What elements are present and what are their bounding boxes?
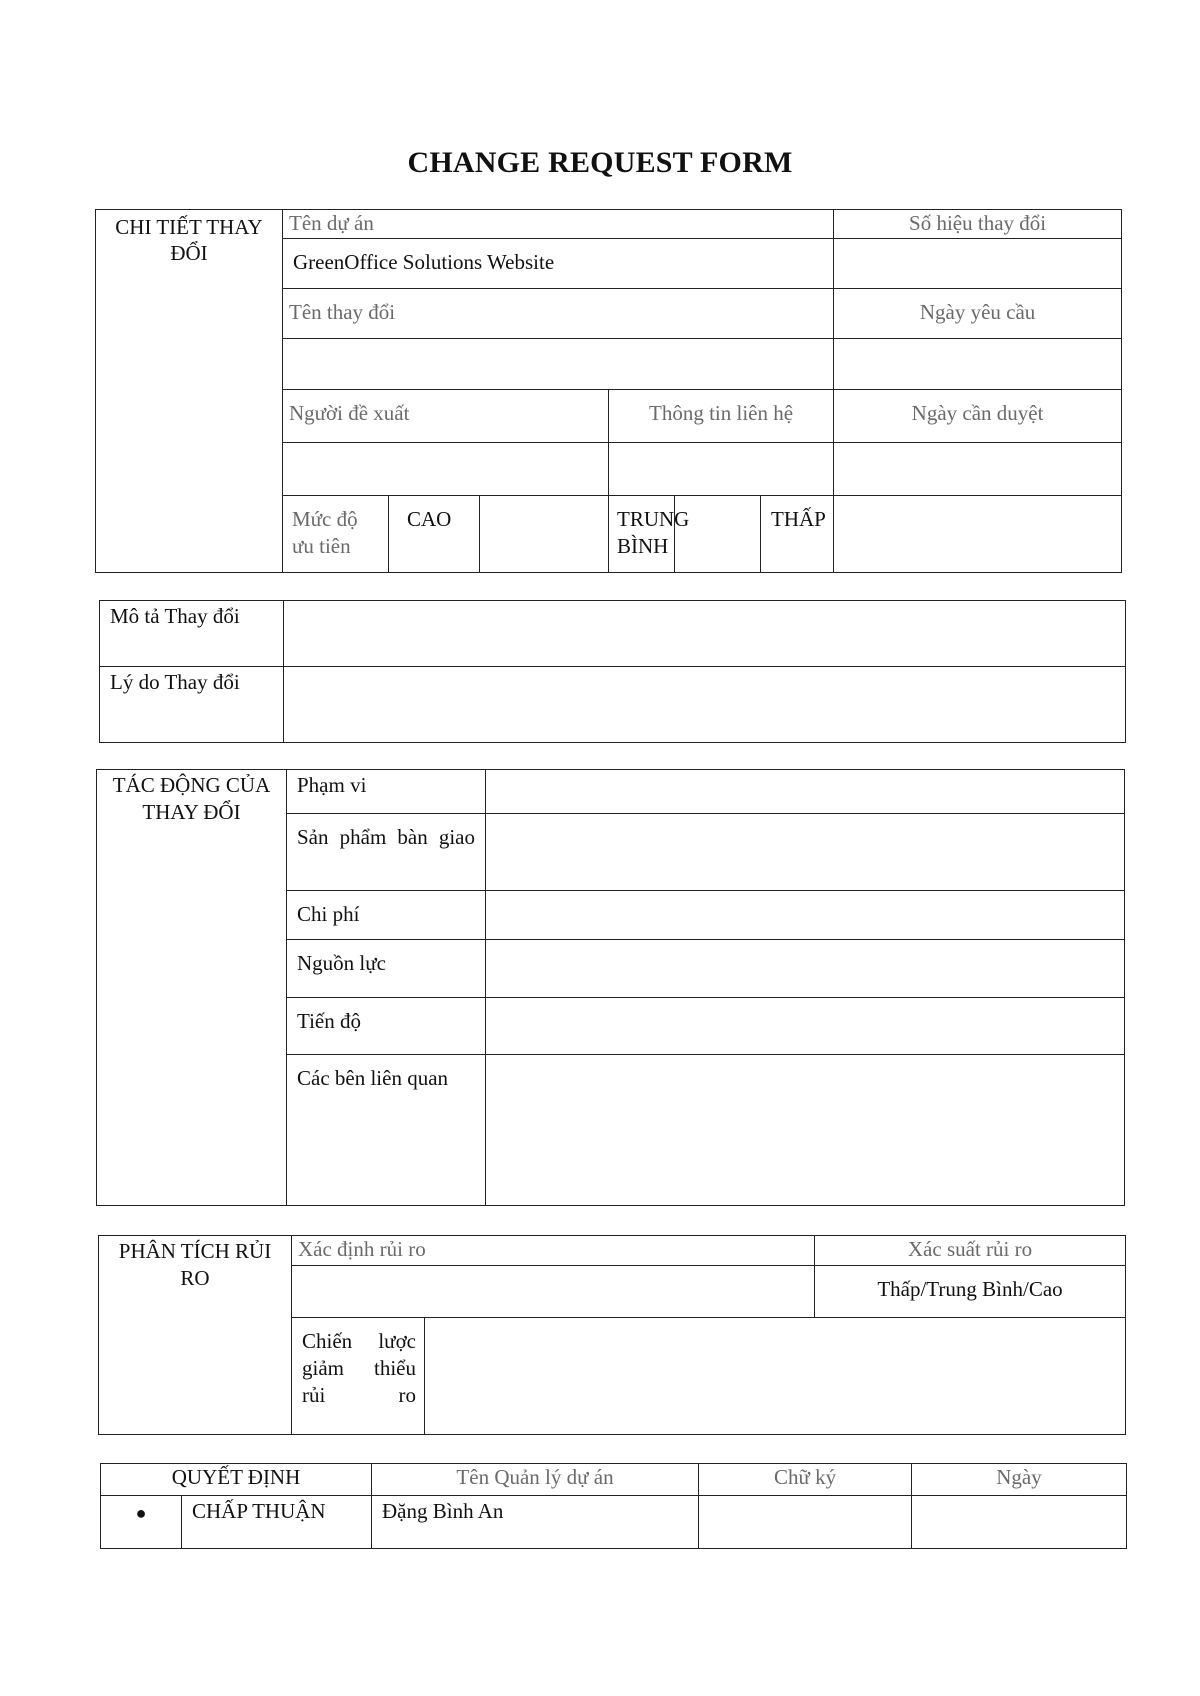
approval-date-field[interactable] <box>834 443 1122 496</box>
risk-mitigation-field[interactable] <box>425 1318 1126 1435</box>
date-label: Ngày <box>912 1464 1127 1496</box>
priority-high-checkbox[interactable] <box>480 496 609 573</box>
impact-row-label: Chi phí <box>287 891 486 940</box>
impact-row-label: Các bên liên quan <box>287 1055 486 1206</box>
section-label-risk: PHÂN TÍCH RỦI RO <box>99 1236 292 1435</box>
risk-probability-label: Xác suất rủi ro <box>815 1236 1126 1266</box>
change-number-label: Số hiệu thay đổi <box>834 210 1122 239</box>
impact-deliverables-field[interactable] <box>486 814 1125 891</box>
risk-identify-field[interactable] <box>292 1266 815 1318</box>
bullet-icon: ● <box>101 1496 182 1549</box>
section-label-change-details: CHI TIẾT THAY ĐỔI <box>96 210 283 573</box>
impact-row-label: Sản phẩm bàn giao <box>287 814 486 891</box>
decision-label: QUYẾT ĐỊNH <box>101 1464 372 1496</box>
priority-low-label: THẤP <box>761 496 834 573</box>
signature-field[interactable] <box>699 1496 912 1549</box>
pm-name-value[interactable]: Đặng Bình An <box>372 1496 699 1549</box>
impact-row-label: Nguồn lực <box>287 940 486 998</box>
page-title: CHANGE REQUEST FORM <box>407 146 793 179</box>
priority-label: Mức độ ưu tiên <box>283 496 389 573</box>
request-date-label: Ngày yêu cầu <box>834 289 1122 339</box>
contact-field[interactable] <box>609 443 834 496</box>
project-name-value[interactable]: GreenOffice Solutions Website <box>283 239 834 289</box>
change-name-field[interactable] <box>283 339 834 390</box>
risk-mitigation-label: Chiến lược giảm thiểu rủi ro <box>292 1318 425 1435</box>
proposer-label: Người đề xuất <box>283 390 609 443</box>
priority-high-label: CAO <box>389 496 480 573</box>
priority-low-checkbox[interactable] <box>834 496 1122 573</box>
risk-identify-label: Xác định rủi ro <box>292 1236 815 1266</box>
signature-label: Chữ ký <box>699 1464 912 1496</box>
proposer-field[interactable] <box>283 443 609 496</box>
pm-name-label: Tên Quản lý dự án <box>372 1464 699 1496</box>
impact-row-label: Tiến độ <box>287 998 486 1055</box>
decision-value[interactable]: CHẤP THUẬN <box>182 1496 372 1549</box>
description-label: Mô tả Thay đổi <box>100 601 284 667</box>
description-field[interactable] <box>284 601 1126 667</box>
section-label-impact: TÁC ĐỘNG CỦA THAY ĐỔI <box>97 770 287 1206</box>
impact-scope-field[interactable] <box>486 770 1125 814</box>
impact-resources-field[interactable] <box>486 940 1125 998</box>
impact-schedule-field[interactable] <box>486 998 1125 1055</box>
reason-label: Lý do Thay đổi <box>100 667 284 743</box>
impact-table <box>96 769 1125 1206</box>
risk-probability-value[interactable]: Thấp/Trung Bình/Cao <box>815 1266 1126 1318</box>
risk-table <box>98 1235 1126 1435</box>
decision-date-field[interactable] <box>912 1496 1127 1549</box>
priority-medium-label: TRUNG BÌNH <box>609 496 675 573</box>
impact-row-label: Phạm vi <box>287 770 486 814</box>
reason-field[interactable] <box>284 667 1126 743</box>
project-name-label: Tên dự án <box>283 210 834 239</box>
change-number-field[interactable] <box>834 239 1122 289</box>
description-table <box>99 600 1126 743</box>
impact-cost-field[interactable] <box>486 891 1125 940</box>
contact-label: Thông tin liên hệ <box>609 390 834 443</box>
change-name-label: Tên thay đổi <box>283 289 834 339</box>
impact-stakeholders-field[interactable] <box>486 1055 1125 1206</box>
decision-table <box>100 1463 1127 1549</box>
change-details-table <box>95 209 1122 573</box>
approval-date-label: Ngày cần duyệt <box>834 390 1122 443</box>
request-date-field[interactable] <box>834 339 1122 390</box>
